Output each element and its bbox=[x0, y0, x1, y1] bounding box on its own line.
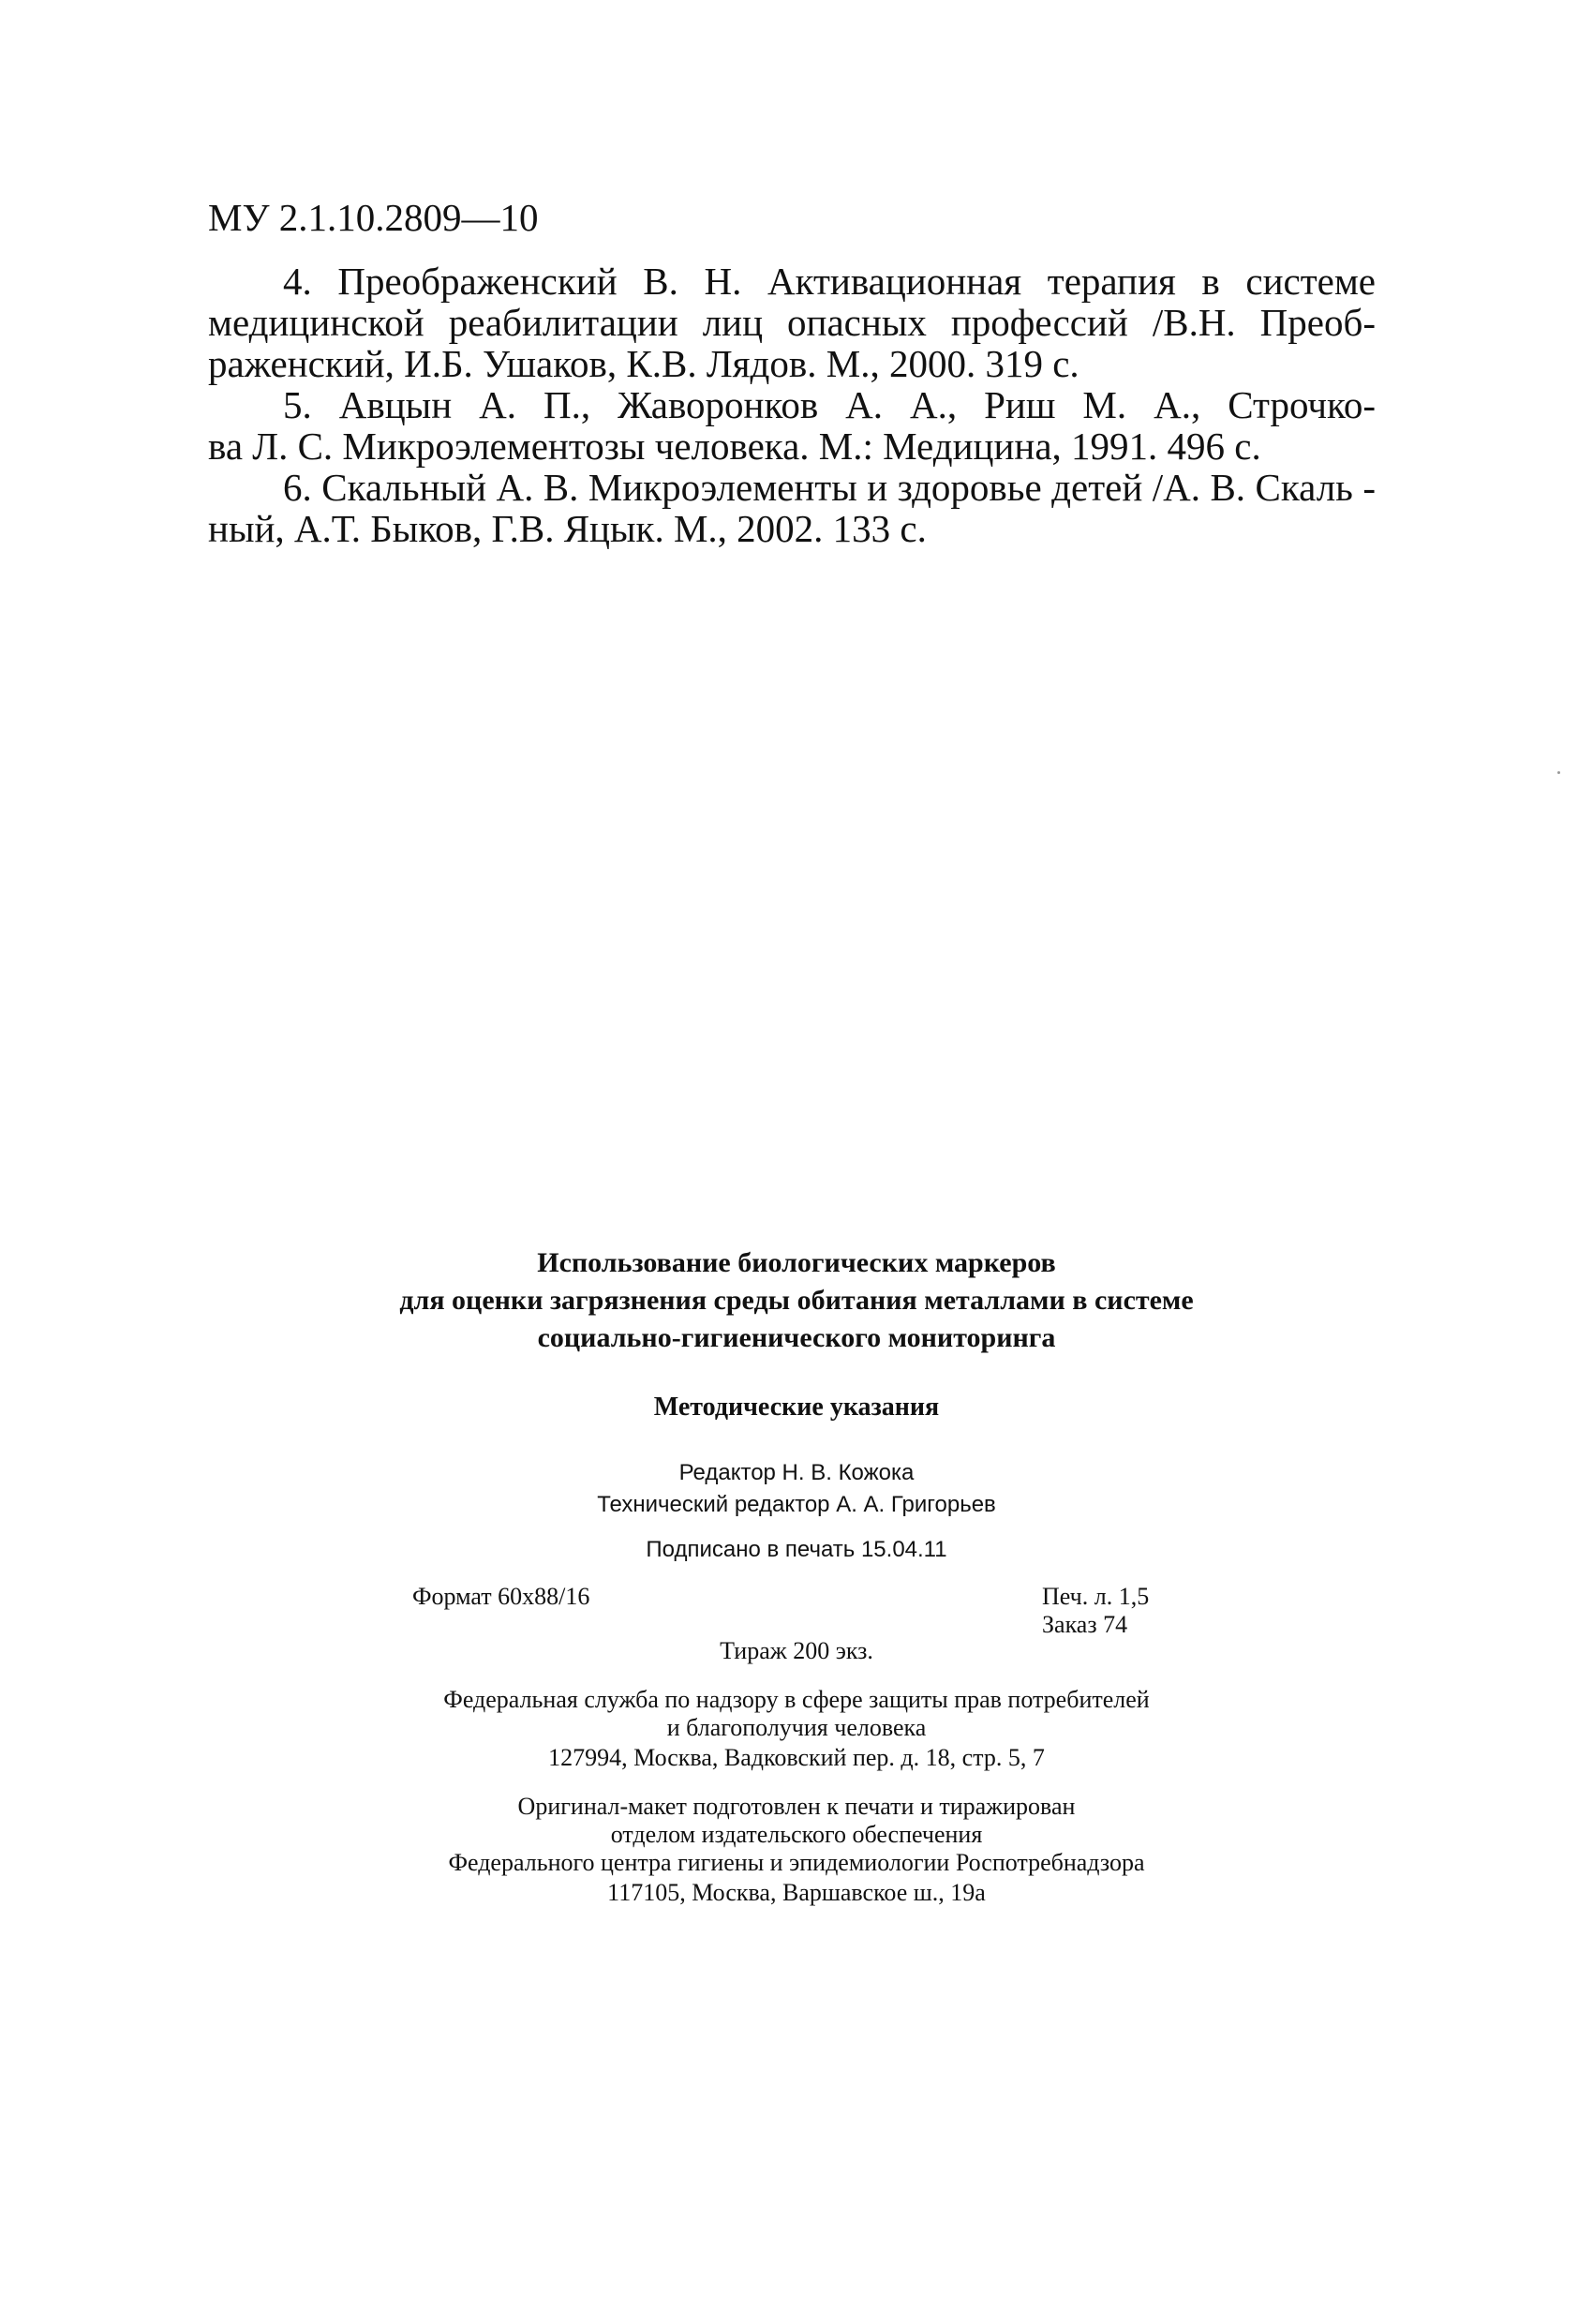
reference-line: ный, А.Т. Быков, Г.В. Яцык. М., 2002. 133 с. bbox=[208, 507, 927, 550]
reference-line: медицинской реабилитации лиц опасных профессий /В.Н. Преоб- bbox=[208, 301, 1376, 344]
reference-line: раженский, И.Б. Ушаков, К.В. Лядов. М., 2000. 319 с. bbox=[208, 342, 1079, 385]
printer-line: Федерального центра гигиены и эпидемиологии Роспотребнадзора bbox=[448, 1849, 1145, 1876]
order-number: Заказ 74 bbox=[1042, 1611, 1128, 1638]
reference-line: 4. Преображенский В. Н. Активационная терапия в системе bbox=[283, 260, 1376, 303]
print-run: Тираж 200 экз. bbox=[720, 1637, 873, 1664]
printer-line: отделом издательского обеспечения bbox=[610, 1821, 983, 1848]
printer-address: 117105, Москва, Варшавское ш., 19а bbox=[607, 1879, 986, 1906]
printed-sheets: Печ. л. 1,5 bbox=[1042, 1583, 1150, 1610]
title-line: Использование биологических маркеров bbox=[537, 1247, 1056, 1278]
signed-date: Подписано в печать 15.04.11 bbox=[646, 1537, 947, 1562]
publication-subtitle: Методические указания bbox=[653, 1393, 940, 1422]
title-line: для оценки загрязнения среды обитания металлами в системе bbox=[399, 1285, 1194, 1316]
reference-line: ва Л. С. Микроэлементозы человека. М.: Медицина, 1991. 496 с. bbox=[208, 425, 1261, 468]
title-line: социально-гигиенического мониторинга bbox=[537, 1322, 1056, 1353]
format: Формат 60x88/16 bbox=[412, 1583, 590, 1610]
document-number: МУ 2.1.10.2809—10 bbox=[208, 196, 539, 239]
printer-line: Оригинал-макет подготовлен к печати и тиражирован bbox=[517, 1793, 1076, 1820]
reference-line: 5. Авцын А. П., Жаворонков А. А., Риш М. А., Строчко- bbox=[283, 383, 1376, 426]
publisher-address: 127994, Москва, Вадковский пер. д. 18, стр. 5, 7 bbox=[548, 1744, 1045, 1771]
publication-title bbox=[281, 1244, 1312, 1357]
publisher-line: Федеральная служба по надзору в сфере защиты прав потребителей bbox=[443, 1686, 1150, 1713]
reference-line: 6. Скальный А. В. Микроэлементы и здоровье детей /А. В. Скаль - bbox=[283, 466, 1376, 509]
technical-editor: Технический редактор А. А. Григорьев bbox=[597, 1492, 996, 1517]
editor: Редактор Н. В. Кожока bbox=[678, 1460, 915, 1485]
publisher-line: и благополучия человека bbox=[666, 1714, 927, 1741]
